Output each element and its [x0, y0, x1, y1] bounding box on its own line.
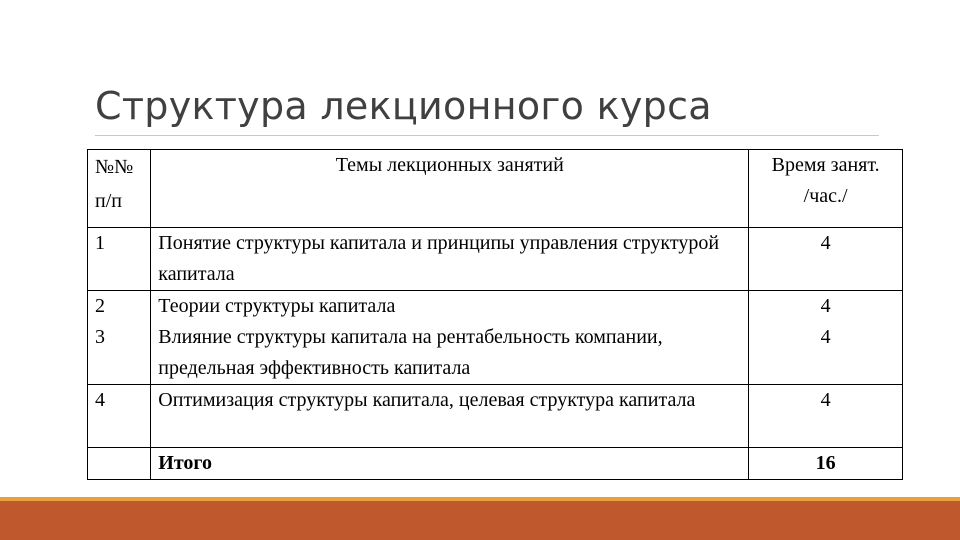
total-hours: 16 — [749, 448, 903, 480]
row-topic: Теории структуры капитала — [151, 291, 749, 323]
footer-bar — [0, 497, 960, 540]
header-number-cell — [88, 150, 151, 228]
row-hours: 4 — [749, 291, 903, 323]
total-number-cell — [88, 448, 151, 480]
header-hours-cell — [749, 150, 903, 228]
row-number: 2 — [88, 291, 151, 323]
table-row — [88, 322, 903, 385]
header-hours-line2: /час./ — [803, 185, 848, 207]
row-number: 3 — [88, 322, 151, 385]
row-number: 4 — [88, 385, 151, 448]
row-hours: 4 — [749, 385, 903, 448]
header-hours-line1: Время занят. — [771, 154, 880, 176]
header-number-line2: п/п — [95, 190, 122, 212]
row-topic: Оптимизация структуры капитала, целевая структура капитала — [151, 385, 749, 448]
row-number: 1 — [88, 228, 151, 291]
footer-accent-line — [0, 497, 960, 501]
row-hours: 4 — [749, 228, 903, 291]
table-header-row — [88, 150, 903, 228]
row-hours: 4 — [749, 322, 903, 385]
table-total-row — [88, 448, 903, 480]
slide-title: Структура лекционного курса — [95, 84, 712, 128]
row-topic: Влияние структуры капитала на рентабельность компании, предельная эффективность капитала — [151, 322, 749, 385]
total-label: Итого — [151, 448, 749, 480]
table-row — [88, 291, 903, 323]
title-divider — [95, 135, 879, 136]
table-row — [88, 385, 903, 448]
table-row — [88, 228, 903, 291]
header-topic-cell: Темы лекционных занятий — [151, 150, 749, 228]
lecture-table — [87, 149, 903, 480]
row-topic: Понятие структуры капитала и принципы управления структурой капитала — [151, 228, 749, 291]
header-number-line1: №№ — [95, 156, 134, 178]
